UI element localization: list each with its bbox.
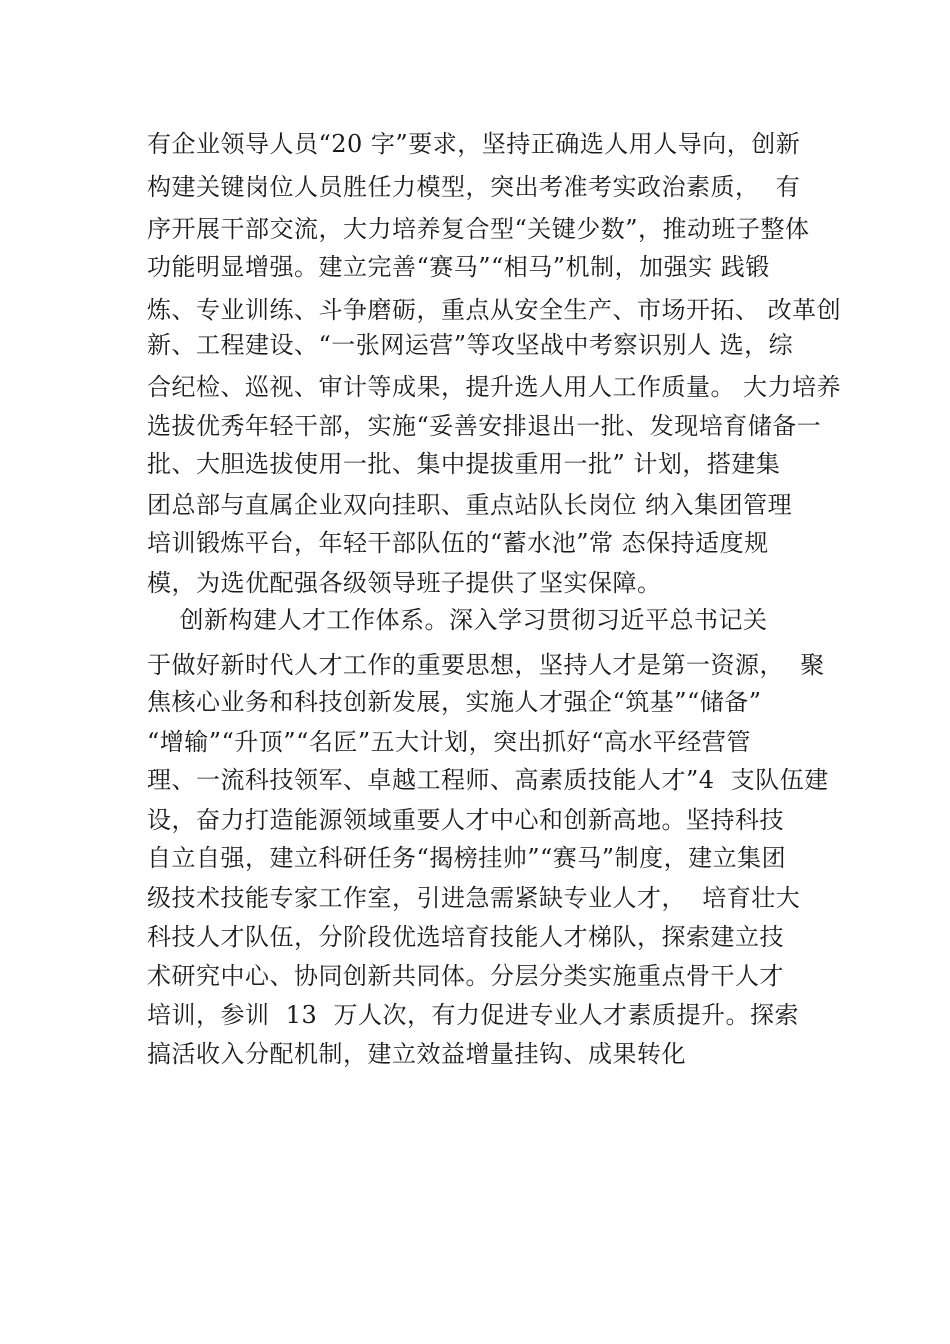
paragraph-2-line-6: 设，奋力打造能源领域重要人才中心和创新高地。坚持科技	[147, 806, 784, 834]
paragraph-1-line-7: 合纪检、巡视、审计等成果，提升选人用人工作质量。 大力培养	[147, 373, 842, 401]
paragraph-1-line-8: 选拔优秀年轻干部，实施“妥善安排退出一批、发现培育储备一	[147, 412, 822, 440]
paragraph-1-line-10: 团总部与直属企业双向挂职、重点站队长岗位 纳入集团管理	[147, 491, 793, 519]
paragraph-2-line-10: 术研究中心、协同创新共同体。分层分类实施重点骨干人才	[147, 962, 784, 990]
paragraph-1-line-4: 功能明显增强。建立完善“赛马”“相马”机制，加强实 践锻	[147, 253, 770, 281]
paragraph-1-line-5: 炼、专业训练、斗争磨砺，重点从安全生产、市场开拓、 改革创	[147, 296, 842, 324]
paragraph-2-line-8: 级技术技能专家工作室，引进急需紧缺专业人才， 培育壮大	[147, 884, 801, 912]
paragraph-2-line-4: “增输”“升顶”“名匠”五大计划，突出抓好“高水平经营管	[147, 728, 751, 756]
paragraph-1-line-2: 构建关键岗位人员胜任力模型，突出考准考实政治素质， 有	[147, 173, 801, 201]
paragraph-2-line-5: 理、一流科技领军、卓越工程师、高素质技能人才”4 支队伍建	[147, 766, 829, 794]
paragraph-2-line-3: 焦核心业务和科技创新发展，实施人才强企“筑基”“储备”	[147, 688, 762, 716]
paragraph-2-line-2: 于做好新时代人才工作的重要思想，坚持人才是第一资源， 聚	[147, 651, 825, 679]
paragraph-2-line-11: 培训，参训 13 万人次，有力促进专业人才素质提升。探索	[147, 1001, 800, 1029]
paragraph-1-line-11: 培训锻炼平台，年轻干部队伍的“蓄水池”常 态保持适度规	[147, 529, 769, 557]
paragraph-2-line-7: 自立自强，建立科研任务“揭榜挂帅”“赛马”制度，建立集团	[147, 844, 787, 872]
paragraph-2-line-12: 搞活收入分配机制，建立效益增量挂钩、成果转化	[147, 1040, 686, 1068]
paragraph-1-line-1: 有企业领导人员“20 字”要求，坚持正确选人用人导向，创新	[147, 130, 801, 158]
paragraph-2-line-1: 创新构建人才工作体系。深入学习贯彻习近平总书记关	[147, 606, 768, 634]
paragraph-1-line-3: 序开展干部交流，大力培养复合型“关键少数”，推动班子整体	[147, 215, 810, 243]
paragraph-1-line-9: 批、大胆选拔使用一批、集中提拔重用一批” 计划，搭建集	[147, 450, 781, 478]
paragraph-2-line-9: 科技人才队伍，分阶段优选培育技能人才梯队，探索建立技	[147, 923, 784, 951]
paragraph-1-line-6: 新、工程建设、“一张网运营”等攻坚战中考察识别人 选，综	[147, 331, 794, 359]
paragraph-1-line-12: 模，为选优配强各级领导班子提供了坚实保障。	[147, 569, 662, 597]
